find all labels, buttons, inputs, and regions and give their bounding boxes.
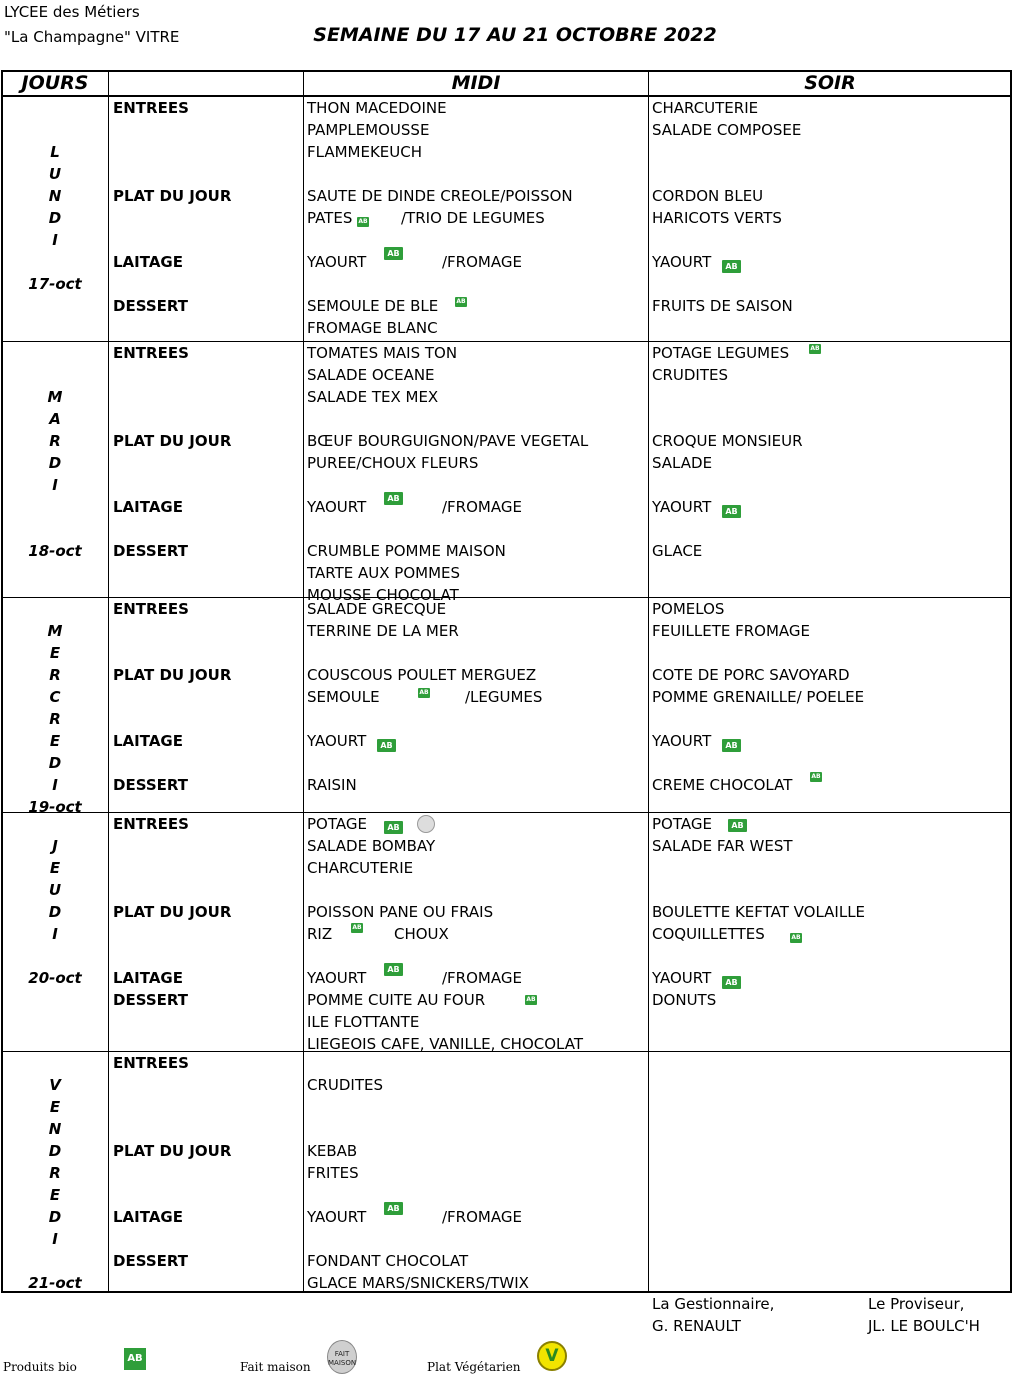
soir-dish: CREME CHOCOLAT: [652, 776, 793, 794]
column-header-midi: MIDI: [451, 72, 501, 94]
ab-bio-icon: AB: [456, 298, 466, 305]
soir-dish: YAOURT: [652, 732, 712, 750]
column-divider: [648, 71, 649, 1292]
soir-dish: HARICOTS VERTS: [652, 209, 782, 227]
midi-dish: SEMOULE: [307, 688, 380, 706]
school-city: "La Champagne" VITRE: [4, 28, 180, 46]
ab-bio-icon: AB: [377, 739, 396, 752]
soir-dish: CROQUE MONSIEUR: [652, 432, 803, 450]
midi-dish: PAMPLEMOUSSE: [307, 121, 430, 139]
ab-bio-icon: AB: [358, 218, 368, 225]
soir-dish: COTE DE PORC SAVOYARD: [652, 666, 850, 684]
day-letter: V: [49, 1076, 61, 1094]
meal-category: PLAT DU JOUR: [113, 432, 232, 450]
midi-dish: SALADE GRECQUE: [307, 600, 447, 618]
proviseur-name: JL. LE BOULC'H: [868, 1317, 980, 1335]
midi-dish: YAOURT: [307, 732, 367, 750]
soir-dish: POTAGE LEGUMES: [652, 344, 790, 362]
midi-dish: RIZ: [307, 925, 333, 943]
midi-dish: FONDANT CHOCOLAT: [307, 1252, 469, 1270]
day-date: 17-oct: [28, 275, 82, 293]
soir-dish: GLACE: [652, 542, 703, 560]
midi-dish: POISSON PANE OU FRAIS: [307, 903, 494, 921]
day-letter: E: [49, 859, 61, 877]
meal-category: LAITAGE: [113, 253, 183, 271]
meal-category: ENTREES: [113, 99, 189, 117]
midi-dish-extra: /LEGUMES: [465, 688, 543, 706]
ab-bio-icon: AB: [722, 505, 741, 518]
gestionnaire-name: G. RENAULT: [652, 1317, 741, 1335]
legend-vegetarien-label: Plat Végétarien: [427, 1360, 521, 1374]
soir-dish: BOULETTE KEFTAT VOLAILLE: [652, 903, 866, 921]
day-letter: L: [50, 143, 60, 161]
day-letter: R: [49, 666, 61, 684]
soir-dish: FEUILLETE FROMAGE: [652, 622, 811, 640]
day-letter: N: [48, 1120, 62, 1138]
day-letter: I: [52, 231, 58, 249]
soir-dish: CRUDITES: [652, 366, 729, 384]
day-letter: R: [49, 710, 61, 728]
midi-dish: CRUMBLE POMME MAISON: [307, 542, 506, 560]
midi-dish: MOUSSE CHOCOLAT: [307, 586, 459, 604]
midi-dish-extra: CHOUX: [394, 925, 449, 943]
day-letter: U: [48, 881, 62, 899]
ab-bio-icon: AB: [384, 1202, 403, 1215]
day-date: 20-oct: [28, 969, 82, 987]
day-letter: D: [48, 903, 62, 921]
midi-dish: PUREE/CHOUX FLEURS: [307, 454, 479, 472]
midi-dish-extra: /FROMAGE: [442, 969, 522, 987]
midi-dish: THON MACEDOINE: [307, 99, 447, 117]
day-letter: D: [48, 454, 62, 472]
meal-category: ENTREES: [113, 344, 189, 362]
ab-bio-icon: AB: [352, 924, 362, 931]
meal-category: ENTREES: [113, 1054, 189, 1072]
day-letter: J: [52, 837, 58, 855]
meal-category: ENTREES: [113, 600, 189, 618]
meal-category: LAITAGE: [113, 498, 183, 516]
ab-bio-icon: AB: [791, 934, 801, 941]
midi-dish: POTAGE: [307, 815, 367, 833]
gestionnaire-title: La Gestionnaire,: [652, 1295, 775, 1313]
day-letter: M: [47, 622, 63, 640]
vegetarien-icon: V: [537, 1341, 567, 1371]
day-letter: E: [49, 732, 61, 750]
midi-dish: PATES: [307, 209, 353, 227]
ab-bio-icon: AB: [384, 963, 403, 976]
column-header-jours: JOURS: [21, 72, 89, 94]
soir-dish: FRUITS DE SAISON: [652, 297, 793, 315]
meal-category: LAITAGE: [113, 1208, 183, 1226]
meal-category: PLAT DU JOUR: [113, 903, 232, 921]
soir-dish: COQUILLETTES: [652, 925, 765, 943]
midi-dish: SALADE TEX MEX: [307, 388, 439, 406]
midi-dish-extra: /FROMAGE: [442, 1208, 522, 1226]
midi-dish: ILE FLOTTANTE: [307, 1013, 420, 1031]
midi-dish: YAOURT: [307, 498, 367, 516]
midi-dish: YAOURT: [307, 253, 367, 271]
day-letter: R: [49, 432, 61, 450]
day-letter: I: [52, 476, 58, 494]
page-title: SEMAINE DU 17 AU 21 OCTOBRE 2022: [313, 24, 717, 46]
fait-maison-icon: FAIT MAISON: [327, 1340, 357, 1374]
ab-bio-icon: AB: [384, 492, 403, 505]
soir-dish: SALADE FAR WEST: [652, 837, 793, 855]
meal-category: DESSERT: [113, 542, 188, 560]
midi-dish-extra: /FROMAGE: [442, 498, 522, 516]
day-letter: N: [48, 187, 62, 205]
meal-category: DESSERT: [113, 1252, 188, 1270]
midi-dish-extra: /TRIO DE LEGUMES: [401, 209, 545, 227]
day-letter: C: [49, 688, 61, 706]
ab-bio-icon: AB: [384, 821, 403, 834]
soir-dish: YAOURT: [652, 253, 712, 271]
meal-category: DESSERT: [113, 297, 188, 315]
soir-dish: YAOURT: [652, 498, 712, 516]
midi-dish-extra: /FROMAGE: [442, 253, 522, 271]
midi-dish: SEMOULE DE BLE: [307, 297, 439, 315]
meal-category: ENTREES: [113, 815, 189, 833]
legend-bio-label: Produits bio: [3, 1360, 77, 1374]
ab-bio-icon: AB: [722, 976, 741, 989]
midi-dish: TERRINE DE LA MER: [307, 622, 459, 640]
midi-dish: FRITES: [307, 1164, 359, 1182]
soir-dish: DONUTS: [652, 991, 717, 1009]
column-divider: [303, 71, 304, 1292]
day-date: 19-oct: [28, 798, 82, 816]
day-letter: D: [48, 754, 62, 772]
meal-category: DESSERT: [113, 991, 188, 1009]
column-header-soir: SOIR: [804, 72, 856, 94]
meal-category: PLAT DU JOUR: [113, 666, 232, 684]
midi-dish: CRUDITES: [307, 1076, 384, 1094]
midi-dish: TARTE AUX POMMES: [307, 564, 461, 582]
soir-dish: CORDON BLEU: [652, 187, 764, 205]
day-letter: E: [49, 1098, 61, 1116]
midi-dish: SALADE BOMBAY: [307, 837, 436, 855]
soir-dish: SALADE COMPOSEE: [652, 121, 802, 139]
ab-bio-icon: AB: [810, 345, 820, 352]
day-letter: M: [47, 388, 63, 406]
midi-dish: POMME CUITE AU FOUR: [307, 991, 486, 1009]
day-date: 18-oct: [28, 542, 82, 560]
ab-bio-icon: AB: [811, 773, 821, 780]
day-letter: U: [48, 165, 62, 183]
ab-bio-icon: AB: [124, 1348, 146, 1370]
day-letter: D: [48, 1208, 62, 1226]
midi-dish: FLAMMEKEUCH: [307, 143, 422, 161]
day-letter: R: [49, 1164, 61, 1182]
soir-dish: POMME GRENAILLE/ POELEE: [652, 688, 865, 706]
ab-bio-icon: AB: [526, 996, 536, 1003]
midi-dish: CHARCUTERIE: [307, 859, 414, 877]
midi-dish: LIEGEOIS CAFE, VANILLE, CHOCOLAT: [307, 1035, 583, 1053]
ab-bio-icon: AB: [722, 260, 741, 273]
midi-dish: KEBAB: [307, 1142, 358, 1160]
midi-dish: COUSCOUS POULET MERGUEZ: [307, 666, 537, 684]
soir-dish: POTAGE: [652, 815, 712, 833]
school-name: LYCEE des Métiers: [4, 3, 140, 21]
midi-dish: TOMATES MAIS TON: [307, 344, 458, 362]
midi-dish: RAISIN: [307, 776, 357, 794]
day-letter: D: [48, 209, 62, 227]
midi-dish: YAOURT: [307, 1208, 367, 1226]
ab-bio-icon: AB: [419, 689, 429, 696]
day-letter: D: [48, 1142, 62, 1160]
meal-category: LAITAGE: [113, 969, 183, 987]
day-letter: E: [49, 1186, 61, 1204]
day-letter: A: [49, 410, 61, 428]
meal-category: LAITAGE: [113, 732, 183, 750]
ab-bio-icon: AB: [722, 739, 741, 752]
midi-dish: BŒUF BOURGUIGNON/PAVE VEGETAL: [307, 432, 589, 450]
meal-category: PLAT DU JOUR: [113, 1142, 232, 1160]
midi-dish: SAUTE DE DINDE CREOLE/POISSON: [307, 187, 573, 205]
day-letter: E: [49, 644, 61, 662]
column-divider: [108, 71, 109, 1292]
meal-category: PLAT DU JOUR: [113, 187, 232, 205]
soir-dish: YAOURT: [652, 969, 712, 987]
day-letter: I: [52, 776, 58, 794]
ab-bio-icon: AB: [728, 819, 747, 832]
ab-bio-icon: AB: [384, 247, 403, 260]
day-letter: I: [52, 1230, 58, 1248]
proviseur-title: Le Proviseur,: [868, 1295, 965, 1313]
meal-category: DESSERT: [113, 776, 188, 794]
midi-dish: YAOURT: [307, 969, 367, 987]
soir-dish: SALADE: [652, 454, 713, 472]
day-date: 21-oct: [28, 1274, 82, 1292]
soir-dish: POMELOS: [652, 600, 725, 618]
midi-dish: SALADE OCEANE: [307, 366, 435, 384]
legend-maison-label: Fait maison: [240, 1360, 311, 1374]
soir-dish: CHARCUTERIE: [652, 99, 759, 117]
midi-dish: GLACE MARS/SNICKERS/TWIX: [307, 1274, 529, 1292]
midi-dish: FROMAGE BLANC: [307, 319, 438, 337]
day-letter: I: [52, 925, 58, 943]
fait-maison-icon: [417, 815, 435, 833]
